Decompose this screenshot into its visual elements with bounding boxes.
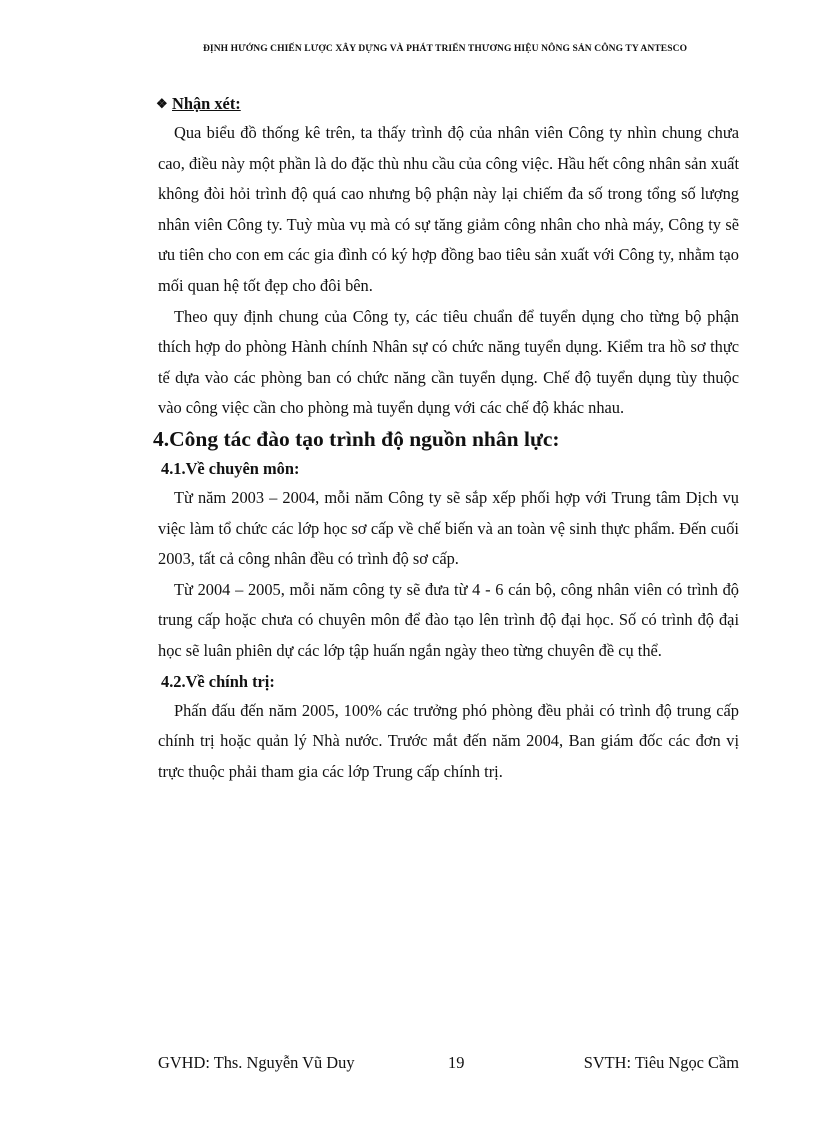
diamond-bullet-icon: ❖ [156,96,168,111]
remark-heading [158,90,739,118]
remark-heading-label: Nhận xét: [172,94,241,113]
section-heading: 4.Công tác đào tạo trình độ nguồn nhân lực: [153,426,560,451]
paragraph: Qua biểu đồ thống kê trên, ta thấy trình độ của nhân viên Công ty nhìn chung chưa cao, điều này một phần là do đặc thù nhu cầu của công việc. Hầu hết công nhân sản xuất không đòi hỏi trình độ quá cao nhưng bộ phận này lại chiếm đa số trong tổng số lượng nhân viên Công ty. Tuỳ mùa vụ mà có sự tăng giảm công nhân cho nhà máy, Công ty sẽ ưu tiên cho con em các gia đình có ký hợp đồng bao tiêu sản xuất với Công ty, nhằm tạo mối quan hệ tốt đẹp cho đôi bên. [158,123,739,295]
subsection-heading: 4.1.Về chuyên môn: [161,458,300,478]
footer-student: SVTH: Tiêu Ngọc Cầm [583,1053,739,1072]
subsection-heading: 4.2.Về chính trị: [161,671,275,691]
document-body [153,90,739,787]
paragraph: Từ 2004 – 2005, mỗi năm công ty sẽ đưa từ 4 - 6 cán bộ, công nhân viên có trình độ trung cấp hoặc chưa có chuyên môn để đào tạo lên trình độ đại học. Số có trình độ đại học sẽ luân phiên dự các lớp tập huấn ngắn ngày theo từng chuyên đề cụ thể. [158,579,739,660]
paragraph: Theo quy định chung của Công ty, các tiêu chuẩn để tuyển dụng cho từng bộ phận thích hợp do phòng Hành chính Nhân sự có chức năng tuyển dụng. Kiểm tra hồ sơ thực tế dựa vào các phòng ban có chức năng cần tuyển dụng. Chế độ tuyển dụng tùy thuộc vào công việc cần cho phòng mà tuyển dụng với các chế độ khác nhau. [158,306,739,418]
paragraph: Phấn đấu đến năm 2005, 100% các trưởng phó phòng đều phải có trình độ trung cấp chính trị hoặc quản lý Nhà nước. Trước mắt đến năm 2004, Ban giám đốc các đơn vị trực thuộc phải tham gia các lớp Trung cấp chính trị. [158,700,739,781]
footer-advisor: GVHD: Ths. Nguyễn Vũ Duy [158,1053,355,1072]
page-footer [158,1053,739,1077]
paragraph: Từ năm 2003 – 2004, mỗi năm Công ty sẽ sắp xếp phối hợp với Trung tâm Dịch vụ việc làm tổ chức các lớp học sơ cấp về chế biến và an toàn vệ sinh thực phẩm. Đến cuối 2003, tất cả công nhân đều có trình độ sơ cấp. [158,487,739,569]
page-number: 19 [448,1053,465,1072]
running-header: ĐỊNH HƯỚNG CHIẾN LƯỢC XÂY DỰNG VÀ PHÁT TRIỂN THƯƠNG HIỆU NÔNG SẢN CÔNG TY ANTESCO [202,44,688,54]
